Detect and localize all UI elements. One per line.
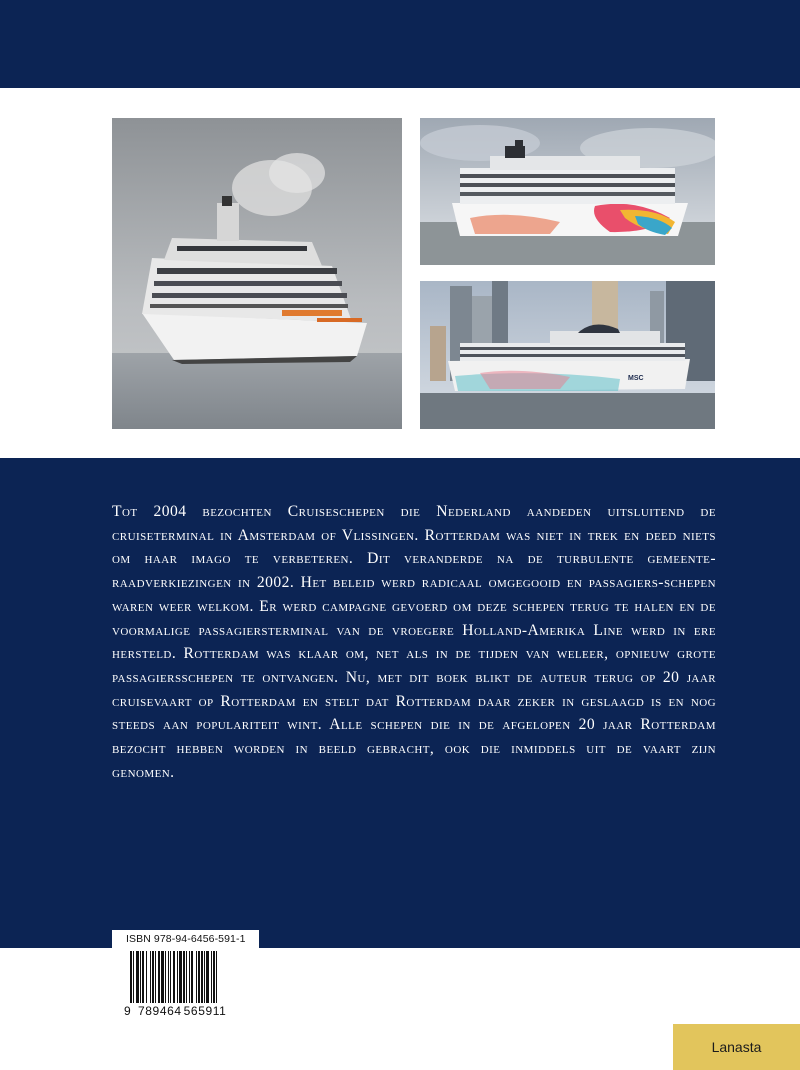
barcode-bar: [146, 951, 147, 1003]
barcode-bar: [211, 951, 212, 1003]
isbn-number: ISBN 978-94-6456-591-1: [126, 933, 246, 945]
barcode-bar: [165, 951, 166, 1003]
back-cover-blurb: Tot 2004 bezochten Cruiseschepen die Nederland aandeden uitsluitend de cruiseterminal in Amsterdam of Vlissingen. Rotterdam was niet in trek en deed niets om haar imago te verbeteren. Dit veranderde na de turbulente gemeente-raadverkiezingen in 2002. Het beleid werd radicaal omgegooid en passagiers-schepen waren weer welkom. Er werd campagne gevoerd om deze schepen terug te halen en de voormalige passagiersterminal van de vroegere Holland-Amerika Line werd in ere hersteld. Rotterdam was klaar om, net als in de tijden van weleer, opnieuw grote passagiersschepen te ontvangen. Nu, met dit boek blikt de auteur terug op 20 jaar cruisevaart op Rotterdam en stelt dat Rotterdam daar zeker in geslaagd is en nog steeds aan populariteit wint. Alle schepen die in de afgelopen 20 jaar Rotterdam bezocht hebben worden in beeld gebracht, ook die inmiddels uit de vaart zijn genomen.: [112, 503, 716, 781]
top-navy-band: [0, 0, 800, 88]
photo-cruise-ship-colorful-hull: [420, 118, 715, 265]
barcode-bar: [161, 951, 164, 1003]
barcode-bar: [198, 951, 200, 1003]
barcode-bar: [191, 951, 193, 1003]
isbn-label-box: [112, 930, 259, 949]
barcode-bar: [133, 951, 134, 1003]
barcode-bar: [206, 951, 209, 1003]
barcode-bar: [142, 951, 144, 1003]
publisher-label: Lanasta: [673, 1024, 800, 1070]
barcode-bar: [150, 951, 151, 1003]
barcode-bar: [168, 951, 169, 1003]
barcode-bar: [155, 951, 156, 1003]
ship-hull-text: MSC: [628, 375, 644, 382]
barcode-digits-left: 789464: [138, 1004, 182, 1018]
photo-cruise-ship-bow-view: [112, 118, 402, 429]
barcode-bar: [130, 951, 132, 1003]
barcode: [128, 951, 246, 1011]
barcode-digits-right: 565911: [183, 1004, 227, 1018]
barcode-bar: [186, 951, 187, 1003]
barcode-bar: [183, 951, 185, 1003]
barcode-bar: [201, 951, 203, 1003]
barcode-digit-prefix: 9: [124, 1004, 131, 1018]
barcode-bar: [189, 951, 190, 1003]
barcode-bar: [196, 951, 197, 1003]
barcode-bar: [170, 951, 171, 1003]
barcode-bar: [179, 951, 182, 1003]
barcode-bar: [216, 951, 217, 1003]
barcode-bar: [136, 951, 139, 1003]
barcode-digits: [124, 1004, 250, 1018]
photo-cruise-ship-rotterdam-skyline: [420, 281, 715, 429]
barcode-bar: [158, 951, 160, 1003]
barcode-bar: [152, 951, 154, 1003]
barcode-bar: [204, 951, 205, 1003]
barcode-bar: [140, 951, 141, 1003]
barcode-bar: [177, 951, 178, 1003]
barcode-bar: [213, 951, 215, 1003]
barcode-bar: [173, 951, 175, 1003]
